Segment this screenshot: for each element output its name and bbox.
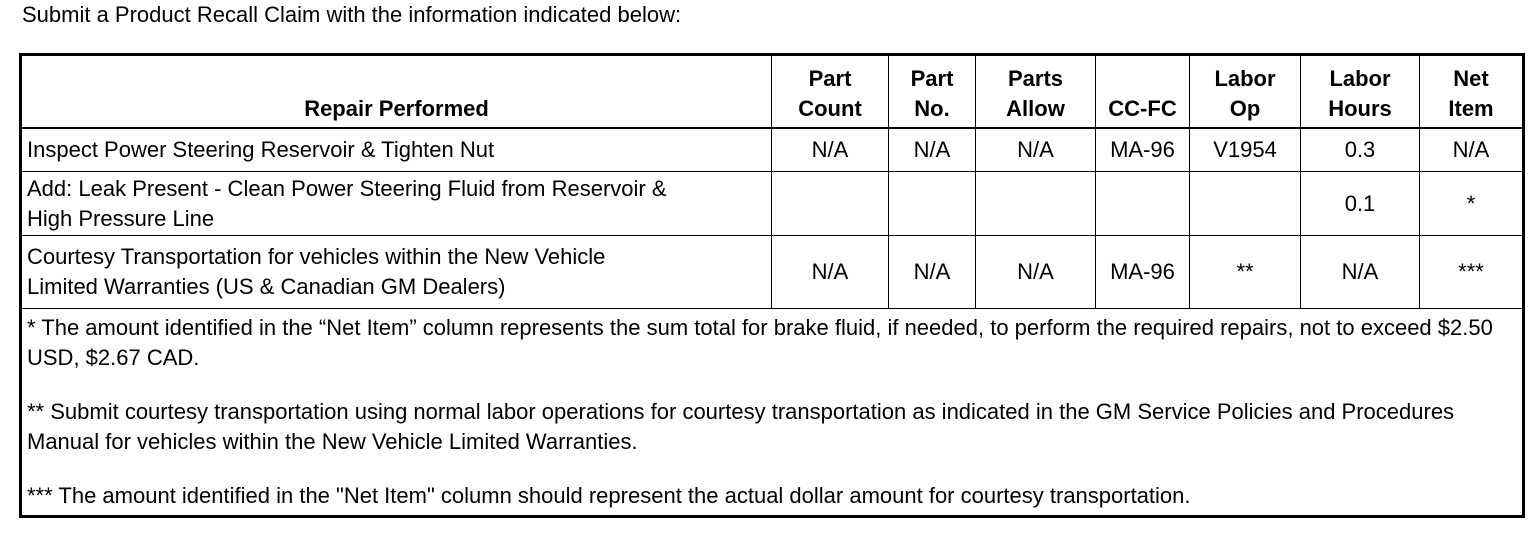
part-no-cell [889, 172, 976, 236]
header-part-count [772, 55, 889, 129]
header-line: CC-FC [1108, 96, 1177, 121]
header-line: Part [910, 66, 954, 91]
labor-op-cell: V1954 [1190, 128, 1301, 172]
part-count-cell: N/A [772, 128, 889, 172]
repair-line: Limited Warranties (US & Canadian GM Dealers) [27, 274, 506, 299]
table-row [21, 236, 1524, 309]
part-count-cell [772, 172, 889, 236]
header-line: Hours [1328, 96, 1392, 121]
header-parts-allow [976, 55, 1096, 129]
net-item-cell: N/A [1420, 128, 1524, 172]
header-labor-op [1190, 55, 1301, 129]
footnote-net-item-brake-fluid: * The amount identified in the “Net Item” column represents the sum total for brake fluid, if needed, to perform the required repairs, not to exceed $2.50 USD, $2.67 CAD. [27, 315, 1493, 370]
labor-op-cell [1190, 172, 1301, 236]
header-line: Allow [1006, 96, 1065, 121]
header-line: Labor [1214, 66, 1276, 91]
header-line: No. [914, 96, 950, 121]
intro-text: Submit a Product Recall Claim with the information indicated below: [22, 2, 682, 27]
header-line: Parts [1007, 66, 1064, 91]
repair-cell [21, 172, 772, 236]
header-labor-hours [1301, 55, 1420, 129]
cc-fc-cell: MA-96 [1096, 128, 1190, 172]
repair-line: Inspect Power Steering Reservoir & Tighten Nut [27, 137, 495, 162]
header-line: Net [1453, 66, 1489, 91]
cc-fc-cell [1096, 172, 1190, 236]
parts-allow-cell: N/A [976, 236, 1096, 309]
footnote-courtesy-net-item: *** The amount identified in the "Net Item" column should represent the actual dollar amount for courtesy transportation. [27, 483, 1191, 508]
net-item-cell: *** [1420, 236, 1524, 309]
header-net-item [1420, 55, 1524, 129]
header-line: Labor [1329, 66, 1391, 91]
labor-hours-cell: N/A [1301, 236, 1420, 309]
notes-row [21, 309, 1524, 517]
table-row [21, 128, 1524, 172]
part-no-cell: N/A [889, 236, 976, 309]
labor-op-cell: ** [1190, 236, 1301, 309]
repair-line: Courtesy Transportation for vehicles within the New Vehicle [27, 244, 606, 269]
header-repair-performed [21, 55, 772, 129]
recall-claim-table [19, 53, 1525, 518]
header-part-no [889, 55, 976, 129]
cc-fc-cell: MA-96 [1096, 236, 1190, 309]
part-no-cell: N/A [889, 128, 976, 172]
part-count-cell: N/A [772, 236, 889, 309]
repair-line: High Pressure Line [27, 205, 215, 231]
header-line: Item [1448, 96, 1494, 121]
table-header-row [21, 55, 1524, 129]
labor-hours-cell: 0.3 [1301, 128, 1420, 172]
repair-cell [21, 128, 772, 172]
header-line: Repair Performed [304, 96, 489, 121]
net-item-cell: * [1420, 172, 1524, 236]
header-cc-fc [1096, 55, 1190, 129]
labor-hours-cell: 0.1 [1301, 172, 1420, 236]
footnote-courtesy-labor-op: ** Submit courtesy transportation using normal labor operations for courtesy transportation as indicated in the GM Service Policies and Procedures Manual for vehicles within the New Vehicle Limited Warranties. [27, 399, 1455, 454]
parts-allow-cell [976, 172, 1096, 236]
header-line: Op [1229, 96, 1261, 121]
notes-cell [21, 309, 1524, 517]
repair-line: Add: Leak Present - Clean Power Steering Fluid from Reservoir & [27, 175, 667, 201]
table-row [21, 172, 1524, 236]
repair-cell [21, 236, 772, 309]
header-line: Count [798, 96, 862, 121]
header-line: Part [808, 66, 852, 91]
parts-allow-cell: N/A [976, 128, 1096, 172]
